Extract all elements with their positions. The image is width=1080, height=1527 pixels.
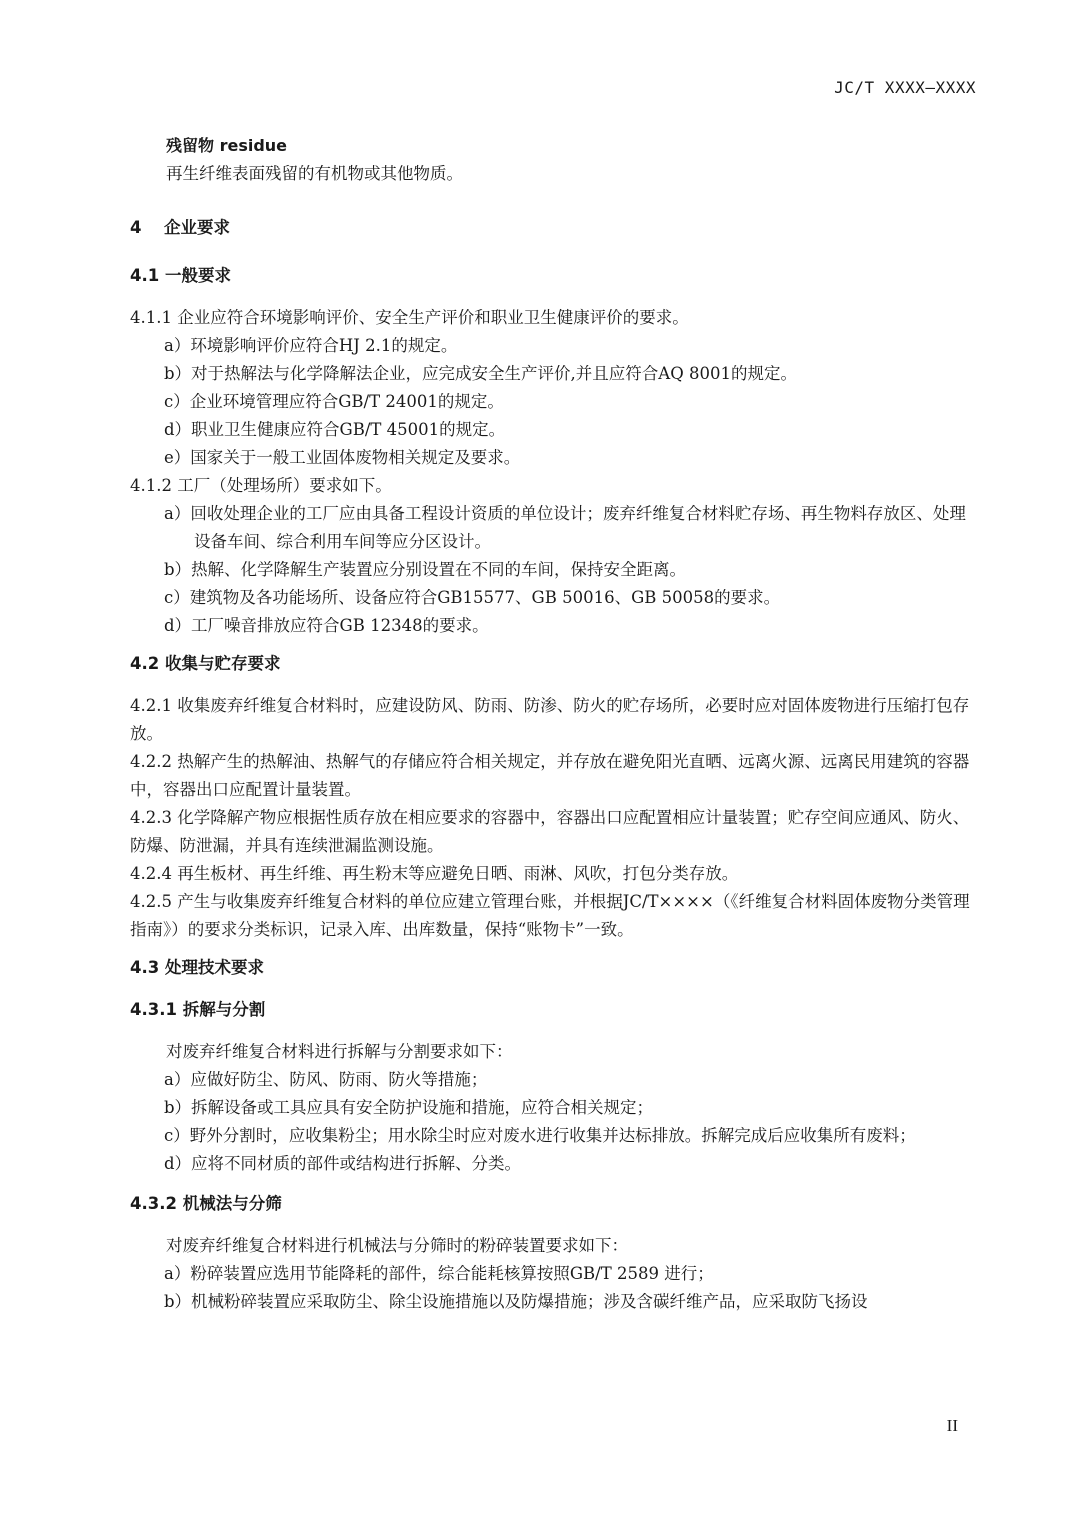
list-item: c）建筑物及各功能场所、设备应符合GB15577、GB 50016、GB 50058的要求。: [164, 588, 781, 607]
clause-4-2-2: 4.2.2 热解产生的热解油、热解气的存储应符合相关规定，并存放在避免阳光直晒、远离火源、远离民用建筑的容器中，容器出口应配置计量装置。: [130, 752, 970, 799]
section-4-3-2-heading: 4.3.2 机械法与分筛: [130, 1194, 282, 1213]
section-4-number: 4: [130, 218, 142, 237]
list-item: a）粉碎装置应选用节能降耗的部件，综合能耗核算按照GB/T 2589 进行；: [164, 1264, 714, 1283]
clause-4-2-1: 4.2.1 收集废弃纤维复合材料时，应建设防风、防雨、防渗、防火的贮存场所，必要时应对固体废物进行压缩打包存放。: [130, 696, 970, 743]
page-number: II: [946, 1416, 958, 1435]
list-item: c）企业环境管理应符合GB/T 24001的规定。: [164, 392, 504, 411]
section-4-3-heading: 4.3 处理技术要求: [130, 958, 264, 977]
list-item: a）应做好防尘、防风、防雨、防火等措施；: [164, 1070, 488, 1089]
section-4-3-1-heading: 4.3.1 拆解与分割: [130, 1000, 266, 1019]
clause-4-2-4: 4.2.4 再生板材、再生纤维、再生粉末等应避免日晒、雨淋、风吹，打包分类存放。: [130, 864, 739, 883]
clause-4-2-5: 4.2.5 产生与收集废弃纤维复合材料的单位应建立管理台账，并根据JC/T××××（《纤维复合材料固体废物分类管理指南》）的要求分类标识，记录入库、出库数量，保持“账物卡”一致。: [130, 892, 970, 939]
document-code: JC/T XXXX—XXXX: [834, 78, 976, 97]
list-item: b）热解、化学降解生产装置应分别设置在不同的车间，保持安全距离。: [164, 560, 687, 579]
list-item: c）野外分割时，应收集粉尘；用水除尘时应对废水进行收集并达标排放。拆解完成后应收集所有废料；: [164, 1126, 916, 1145]
list-item: e）国家关于一般工业固体废物相关规定及要求。: [164, 448, 521, 467]
list-item: a）环境影响评价应符合HJ 2.1的规定。: [164, 336, 458, 355]
list-item: d）应将不同材质的部件或结构进行拆解、分类。: [164, 1154, 522, 1173]
list-item: b）对于热解法与化学降解法企业，应完成安全生产评价,并且应符合AQ 8001的规定。: [164, 364, 797, 383]
section-4-3-1-intro: 对废弃纤维复合材料进行拆解与分割要求如下：: [166, 1042, 513, 1061]
term-definition: 再生纤维表面残留的有机物或其他物质。: [166, 164, 463, 183]
list-item: d）职业卫生健康应符合GB/T 45001的规定。: [164, 420, 506, 439]
section-4-heading: [130, 214, 978, 242]
clause-4-1-1: 4.1.1 企业应符合环境影响评价、安全生产评价和职业卫生健康评价的要求。: [130, 308, 689, 327]
list-item: d）工厂噪音排放应符合GB 12348的要求。: [164, 616, 489, 635]
section-4-1-heading: 4.1 一般要求: [130, 266, 231, 285]
section-4-2-heading: 4.2 收集与贮存要求: [130, 654, 281, 673]
section-4-title: 企业要求: [164, 218, 230, 237]
term-title: 残留物 residue: [166, 136, 288, 155]
list-item: b）机械粉碎装置应采取防尘、除尘设施措施以及防爆措施；涉及含碳纤维产品，应采取防飞扬设: [164, 1292, 868, 1311]
clause-4-1-2: 4.1.2 工厂（处理场所）要求如下。: [130, 476, 392, 495]
clause-4-2-3: 4.2.3 化学降解产物应根据性质存放在相应要求的容器中，容器出口应配置相应计量装置；贮存空间应通风、防火、防爆、防泄漏，并具有连续泄漏监测设施。: [130, 808, 970, 855]
list-item: a）回收处理企业的工厂应由具备工程设计资质的单位设计；废弃纤维复合材料贮存场、再生物料存放区、处理设备车间、综合利用车间等应分区设计。: [164, 504, 966, 551]
page-content: [130, 132, 978, 1316]
list-item: b）拆解设备或工具应具有安全防护设施和措施，应符合相关规定；: [164, 1098, 654, 1117]
section-4-3-2-intro: 对废弃纤维复合材料进行机械法与分筛时的粉碎装置要求如下：: [166, 1236, 628, 1255]
